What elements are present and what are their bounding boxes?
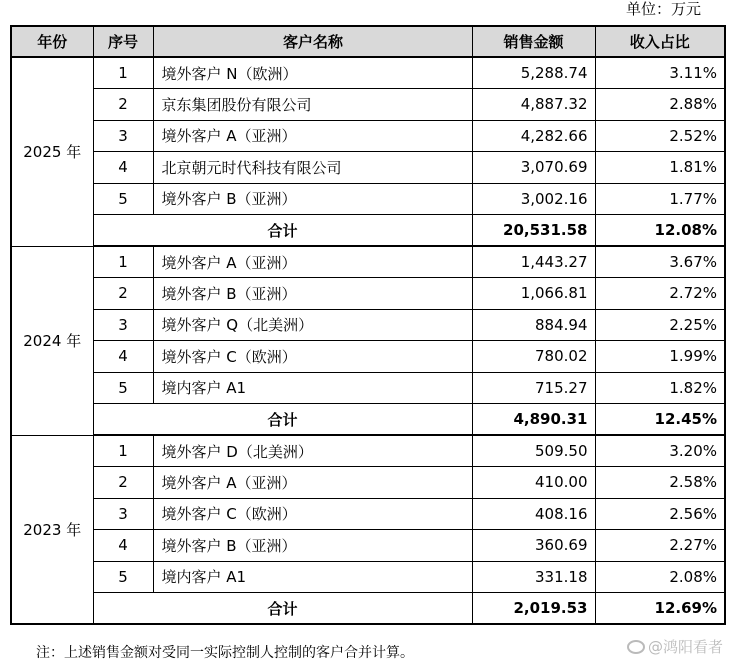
watermark — [627, 636, 723, 657]
total-share: 12.08% — [595, 215, 725, 247]
customer-name: 境外客户 A（亚洲） — [153, 246, 472, 278]
row-no: 3 — [93, 120, 153, 152]
row-no: 3 — [93, 309, 153, 341]
row-no: 4 — [93, 152, 153, 184]
customer-name: 境外客户 B（亚洲） — [153, 278, 472, 310]
sales-amount: 1,443.27 — [472, 246, 595, 278]
row-no: 1 — [93, 435, 153, 467]
row-no: 5 — [93, 561, 153, 593]
revenue-share: 2.25% — [595, 309, 725, 341]
weibo-icon — [627, 640, 645, 654]
watermark-text: @鸿阳看者 — [647, 638, 723, 656]
sales-amount: 780.02 — [472, 341, 595, 373]
customer-name: 京东集团股份有限公司 — [153, 89, 472, 121]
header-no: 序号 — [93, 26, 153, 57]
row-no: 3 — [93, 498, 153, 530]
revenue-share: 3.67% — [595, 246, 725, 278]
total-amount: 4,890.31 — [472, 404, 595, 436]
row-no: 1 — [93, 246, 153, 278]
total-label: 合计 — [93, 593, 472, 625]
revenue-share: 3.20% — [595, 435, 725, 467]
sales-amount: 410.00 — [472, 467, 595, 499]
row-no: 1 — [93, 57, 153, 89]
revenue-share: 2.58% — [595, 467, 725, 499]
row-no: 4 — [93, 530, 153, 562]
revenue-share: 2.56% — [595, 498, 725, 530]
sales-amount: 331.18 — [472, 561, 595, 593]
customer-name: 境外客户 B（亚洲） — [153, 530, 472, 562]
revenue-share: 2.72% — [595, 278, 725, 310]
table-row — [11, 435, 725, 467]
sales-amount: 5,288.74 — [472, 57, 595, 89]
customer-name: 境外客户 Q（北美洲） — [153, 309, 472, 341]
customer-name: 北京朝元时代科技有限公司 — [153, 152, 472, 184]
row-no: 5 — [93, 372, 153, 404]
table-row — [11, 561, 725, 593]
table-row — [11, 498, 725, 530]
revenue-share: 2.88% — [595, 89, 725, 121]
total-row — [11, 215, 725, 247]
revenue-share: 2.08% — [595, 561, 725, 593]
table-row — [11, 467, 725, 499]
table-row — [11, 246, 725, 278]
revenue-share: 1.81% — [595, 152, 725, 184]
table-row — [11, 57, 725, 89]
sales-amount: 4,887.32 — [472, 89, 595, 121]
sales-amount: 3,070.69 — [472, 152, 595, 184]
sales-amount: 1,066.81 — [472, 278, 595, 310]
customer-name: 境外客户 B（亚洲） — [153, 183, 472, 215]
row-no: 5 — [93, 183, 153, 215]
revenue-share: 3.11% — [595, 57, 725, 89]
year-cell: 2023 年 — [11, 435, 93, 624]
table-row — [11, 278, 725, 310]
top-customers-table — [10, 25, 726, 625]
customer-name: 境内客户 A1 — [153, 561, 472, 593]
sales-amount: 360.69 — [472, 530, 595, 562]
header-name: 客户名称 — [153, 26, 472, 57]
table-row — [11, 89, 725, 121]
total-row — [11, 404, 725, 436]
table-row — [11, 152, 725, 184]
table-row — [11, 120, 725, 152]
total-amount: 2,019.53 — [472, 593, 595, 625]
customer-name: 境外客户 A（亚洲） — [153, 467, 472, 499]
header-amount: 销售金额 — [472, 26, 595, 57]
customer-name: 境外客户 C（欧洲） — [153, 341, 472, 373]
row-no: 4 — [93, 341, 153, 373]
total-label: 合计 — [93, 404, 472, 436]
table-row — [11, 372, 725, 404]
year-cell: 2025 年 — [11, 57, 93, 246]
revenue-share: 2.27% — [595, 530, 725, 562]
table-row — [11, 341, 725, 373]
revenue-share: 1.99% — [595, 341, 725, 373]
total-share: 12.69% — [595, 593, 725, 625]
header-share: 收入占比 — [595, 26, 725, 57]
total-row — [11, 593, 725, 625]
customer-name: 境外客户 A（亚洲） — [153, 120, 472, 152]
sales-amount: 884.94 — [472, 309, 595, 341]
total-share: 12.45% — [595, 404, 725, 436]
row-no: 2 — [93, 89, 153, 121]
customer-name: 境内客户 A1 — [153, 372, 472, 404]
table-row — [11, 309, 725, 341]
row-no: 2 — [93, 278, 153, 310]
sales-amount: 408.16 — [472, 498, 595, 530]
revenue-share: 2.52% — [595, 120, 725, 152]
sales-amount: 4,282.66 — [472, 120, 595, 152]
sales-amount: 3,002.16 — [472, 183, 595, 215]
header-year: 年份 — [11, 26, 93, 57]
customer-name: 境外客户 D（北美洲） — [153, 435, 472, 467]
customer-name: 境外客户 N（欧洲） — [153, 57, 472, 89]
year-cell: 2024 年 — [11, 246, 93, 435]
row-no: 2 — [93, 467, 153, 499]
customer-name: 境外客户 C（欧洲） — [153, 498, 472, 530]
total-amount: 20,531.58 — [472, 215, 595, 247]
sales-amount: 509.50 — [472, 435, 595, 467]
footnote: 注：上述销售金额对受同一实际控制人控制的客户合并计算。 — [36, 645, 414, 661]
sales-amount: 715.27 — [472, 372, 595, 404]
unit-label: 单位：万元 — [625, 0, 701, 18]
table-header-row — [11, 26, 725, 57]
revenue-share: 1.82% — [595, 372, 725, 404]
revenue-share: 1.77% — [595, 183, 725, 215]
table-row — [11, 530, 725, 562]
total-label: 合计 — [93, 215, 472, 247]
table-row — [11, 183, 725, 215]
